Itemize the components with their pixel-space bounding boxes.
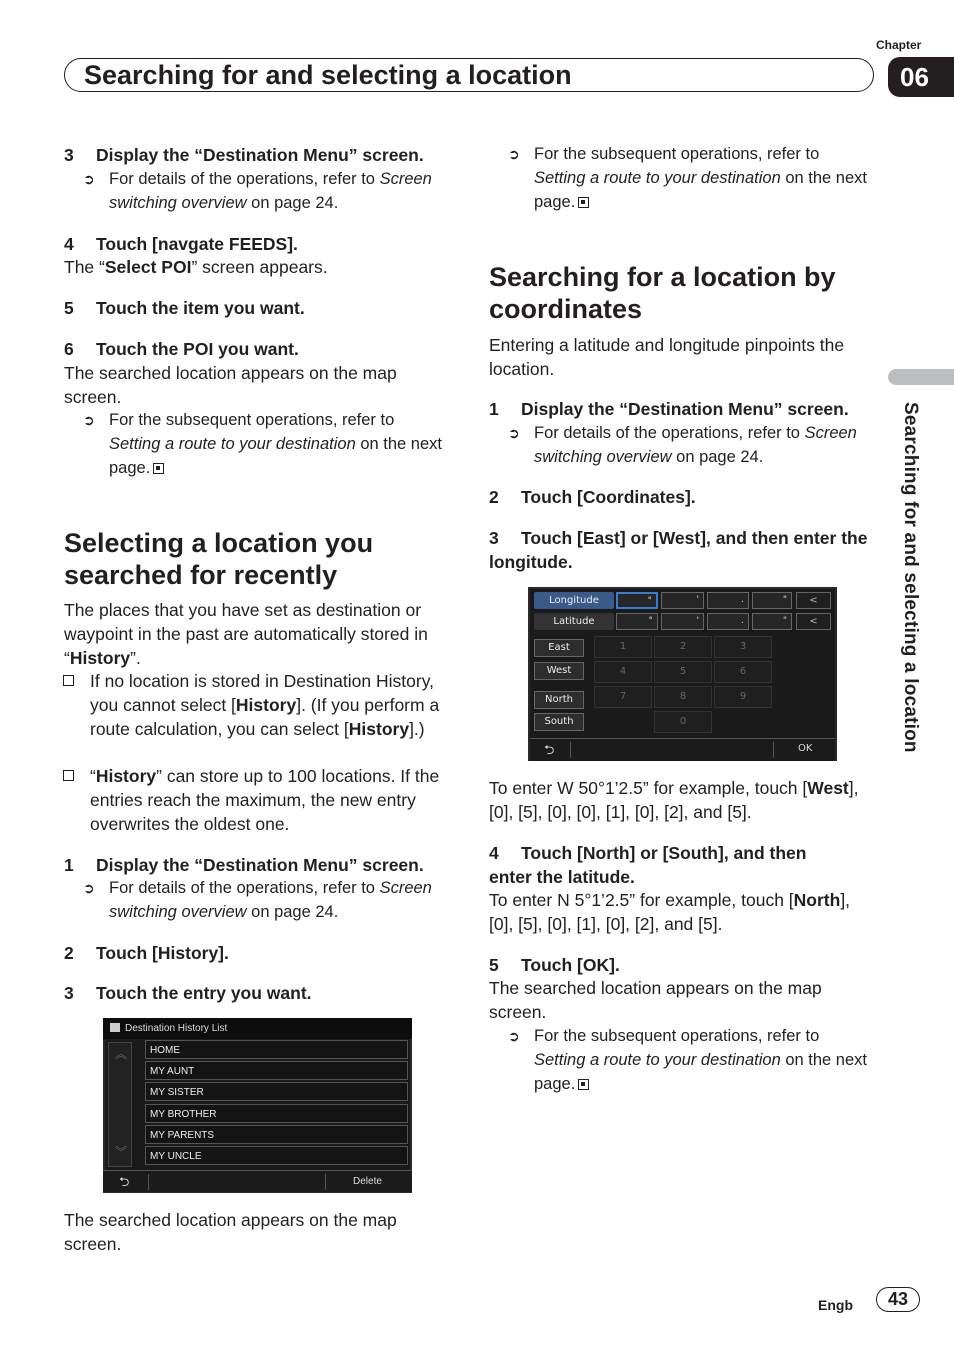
note-text: on the next page.: [109, 435, 442, 477]
key-1[interactable]: 1: [594, 636, 652, 658]
key-2[interactable]: 2: [654, 636, 712, 658]
step-text: Touch [Coordinates].: [521, 487, 696, 507]
step-text: Touch the item you want.: [96, 298, 305, 318]
body-text: If no location is stored in Destination History, you cannot select [: [90, 671, 435, 715]
longitude-decimal-field[interactable]: ": [752, 592, 792, 609]
key-5[interactable]: 5: [654, 661, 712, 683]
language-code: Engb: [818, 1297, 853, 1313]
step-number: 2: [489, 487, 499, 507]
body-bold: History: [69, 648, 131, 668]
longitude-minute-field[interactable]: ': [661, 592, 704, 609]
step-number: 5: [64, 298, 74, 318]
history-screen-title: Destination History List: [103, 1018, 412, 1039]
step-5-touch-item: [64, 296, 305, 320]
end-mark-icon: [578, 197, 589, 208]
step-1-display-destination-menu: [489, 397, 849, 421]
west-button[interactable]: West: [534, 662, 584, 680]
step-1-display-destination-menu: [64, 853, 424, 877]
arrow-icon: ➲: [83, 412, 95, 428]
bullet-no-history: [90, 669, 450, 741]
latitude-degree-field[interactable]: °: [616, 613, 658, 630]
step-3-east-west: [489, 526, 869, 574]
body-bold: Select POI: [104, 257, 192, 277]
south-button[interactable]: South: [534, 713, 584, 731]
step-text: Display the “Destination Menu” screen.: [521, 399, 849, 419]
body-bold: History: [348, 719, 410, 739]
latitude-decimal-field[interactable]: ": [752, 613, 792, 630]
latitude-minute-field[interactable]: ': [661, 613, 704, 630]
recent-intro: [64, 598, 449, 670]
history-item[interactable]: MY PARENTS: [145, 1125, 408, 1144]
north-button[interactable]: North: [534, 691, 584, 709]
note-ref: Setting a route to your destination: [534, 169, 781, 187]
step-3-display-destination-menu: [64, 143, 424, 167]
coordinates-screen: [528, 587, 837, 761]
side-tab-text: [893, 402, 923, 822]
key-3[interactable]: 3: [714, 636, 772, 658]
note-ref: Screen switching overview: [534, 424, 857, 466]
note-text: on the next page.: [534, 1051, 867, 1093]
body-text: To enter W 50°1’2.5” for example, touch [: [489, 778, 808, 798]
note-subsequent-operations: [83, 408, 449, 480]
divider: [325, 1174, 326, 1190]
delete-button[interactable]: Delete: [353, 1176, 382, 1187]
step-2-touch-history: [64, 941, 229, 965]
step-text: Display the “Destination Menu” screen.: [96, 145, 424, 165]
body-text: ” can store up to 100 locations. If the entries reach the maximum, the new entry overwrites the oldest one.: [90, 766, 440, 834]
note-text: on page 24.: [246, 194, 339, 212]
step-text: Touch [History].: [96, 943, 229, 963]
checkbox-bullet-icon: [63, 675, 74, 686]
body-text: ”.: [130, 648, 141, 668]
note-text: For details of the operations, refer to: [109, 879, 380, 897]
back-icon[interactable]: ⮌: [544, 743, 555, 758]
page-number: 43: [876, 1287, 920, 1312]
note-screen-switching: [83, 876, 449, 924]
key-8[interactable]: 8: [654, 686, 712, 708]
note-text: on the next page.: [534, 169, 867, 211]
history-item[interactable]: MY BROTHER: [145, 1104, 408, 1123]
step-3-touch-entry: [64, 981, 312, 1005]
key-7[interactable]: 7: [594, 686, 652, 708]
arrow-icon: ➲: [83, 880, 95, 896]
note-text: For the subsequent operations, refer to: [534, 145, 820, 163]
body-text: The “: [64, 257, 105, 277]
note-screen-switching: [508, 421, 874, 469]
step-text: Touch [navgate FEEDS].: [96, 234, 298, 254]
step-4-north-south: [489, 841, 806, 865]
body-bold: West: [807, 778, 849, 798]
step-2-touch-coordinates: [489, 485, 696, 509]
divider: [773, 742, 774, 758]
key-6[interactable]: 6: [714, 661, 772, 683]
step-number: 6: [64, 339, 74, 359]
body-text: ], [0], [5], [0], [0], [1], [0], [2], and [5].: [489, 778, 859, 822]
step-number: 3: [489, 528, 499, 548]
side-tab-marker: [888, 369, 954, 385]
history-scrollbar[interactable]: [108, 1042, 132, 1167]
key-0[interactable]: 0: [654, 711, 712, 733]
step-number: 2: [64, 943, 74, 963]
note-text: For details of the operations, refer to: [534, 424, 805, 442]
ok-button[interactable]: OK: [798, 743, 813, 754]
end-mark-icon: [578, 1079, 589, 1090]
body-text: ” screen appears.: [191, 257, 328, 277]
body-text: The places that you have set as destination or waypoint in the past are automatically stored in “: [64, 600, 428, 668]
note-ref: Setting a route to your destination: [534, 1051, 781, 1069]
step-number: 4: [64, 234, 74, 254]
scroll-up-icon[interactable]: ︽: [115, 1047, 128, 1061]
chapter-number-badge: 06: [888, 57, 954, 97]
longitude-backspace-button[interactable]: <: [796, 592, 831, 609]
body-text: ], [0], [5], [0], [1], [0], [2], and [5].: [489, 890, 851, 934]
key-4[interactable]: 4: [594, 661, 652, 683]
longitude-second-field[interactable]: .: [707, 592, 749, 609]
page-title: Searching for and selecting a location: [84, 60, 572, 90]
step-text: Touch [East] or [West], and then enter the longitude.: [489, 528, 868, 572]
checkbox-bullet-icon: [63, 770, 74, 781]
step-number: 4: [489, 843, 499, 863]
arrow-icon: ➲: [83, 171, 95, 187]
key-9[interactable]: 9: [714, 686, 772, 708]
note-ref: Screen switching overview: [109, 170, 432, 212]
step-5-body: The searched location appears on the map screen.: [489, 978, 822, 1022]
longitude-degree-field[interactable]: °: [616, 592, 658, 609]
step-4-north-south-line2: enter the latitude.: [489, 867, 635, 887]
history-list-icon: [110, 1023, 120, 1032]
note-screen-switching: [83, 167, 449, 215]
body-bold: History: [235, 695, 297, 715]
step-text: Display the “Destination Menu” screen.: [96, 855, 424, 875]
body-text: “: [90, 766, 96, 786]
step-text: Touch [OK].: [521, 955, 620, 975]
body-bold: History: [95, 766, 157, 786]
step-text: Touch the POI you want.: [96, 339, 299, 359]
note-text: For the subsequent operations, refer to: [534, 1027, 820, 1045]
note-text: on page 24.: [246, 903, 339, 921]
step-4-example: [489, 888, 874, 936]
scroll-down-icon[interactable]: ︾: [115, 1145, 128, 1159]
history-item[interactable]: MY SISTER: [145, 1082, 408, 1101]
arrow-icon: ➲: [508, 146, 520, 162]
bullet-history-capacity: [90, 764, 450, 836]
step-number: 1: [64, 855, 74, 875]
step-6-touch-poi: [64, 337, 299, 361]
body-text: To enter N 5°1’2.5” for example, touch [: [489, 890, 794, 910]
body-text: ].): [409, 719, 425, 739]
chapter-label: Chapter: [876, 38, 922, 52]
after-history-body: The searched location appears on the map screen.: [64, 1210, 397, 1254]
latitude-backspace-button[interactable]: <: [796, 613, 831, 630]
coordinates-bottom-bar: [530, 738, 835, 761]
east-button[interactable]: East: [534, 639, 584, 657]
step-text: Touch [North] or [South], and then: [521, 843, 807, 863]
note-ref: Screen switching overview: [109, 879, 432, 921]
coordinates-intro: Entering a latitude and longitude pinpoints the location.: [489, 335, 845, 379]
step-number: 3: [64, 983, 74, 1003]
latitude-second-field[interactable]: .: [707, 613, 749, 630]
end-mark-icon: [153, 463, 164, 474]
step-number: 3: [64, 145, 74, 165]
arrow-icon: ➲: [508, 1028, 520, 1044]
section-title-coordinates: Searching for a location by coordinates: [489, 262, 836, 324]
note-text: For details of the operations, refer to: [109, 170, 380, 188]
note-subsequent-operations: [508, 1024, 874, 1096]
note-subsequent-operations: [508, 142, 874, 214]
longitude-label[interactable]: Longitude: [534, 592, 614, 609]
body-bold: North: [793, 890, 841, 910]
side-tab-label: Searching for and selecting a location: [900, 402, 921, 753]
divider: [570, 742, 571, 758]
note-text: on page 24.: [671, 448, 764, 466]
step-text: Touch the entry you want.: [96, 983, 312, 1003]
step-5-touch-ok: [489, 953, 620, 977]
note-text: For the subsequent operations, refer to: [109, 411, 395, 429]
history-bottom-bar: [103, 1170, 412, 1192]
latitude-label[interactable]: Latitude: [534, 613, 614, 630]
history-item[interactable]: MY UNCLE: [145, 1146, 408, 1165]
section-title-recent: Selecting a location you searched for recently: [64, 528, 374, 590]
history-item[interactable]: HOME: [145, 1040, 408, 1059]
body-text: ]. (If you perform a route calculation, you can select [: [90, 695, 440, 739]
step-4-body: [64, 255, 328, 279]
step-6-body: The searched location appears on the map screen.: [64, 363, 397, 407]
back-icon[interactable]: ⮌: [119, 1174, 130, 1189]
step-number: 1: [489, 399, 499, 419]
divider: [148, 1174, 149, 1190]
step-number: 5: [489, 955, 499, 975]
arrow-icon: ➲: [508, 425, 520, 441]
history-item[interactable]: MY AUNT: [145, 1061, 408, 1080]
step-4-touch-feeds: [64, 232, 298, 256]
step-3-example: [489, 776, 874, 824]
note-ref: Setting a route to your destination: [109, 435, 356, 453]
